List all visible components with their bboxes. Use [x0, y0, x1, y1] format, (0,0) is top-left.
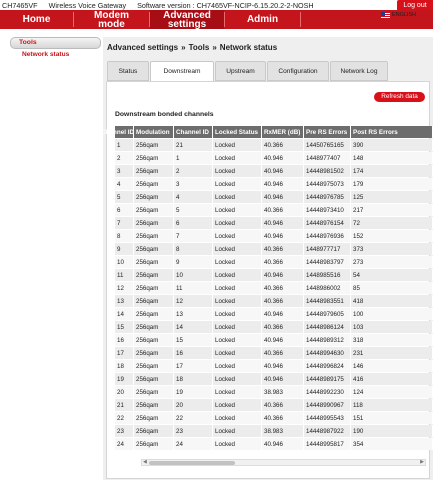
table-cell: 14448986124: [304, 321, 351, 333]
table-cell: 20: [115, 386, 134, 398]
table-row: [115, 438, 433, 450]
table-cell: 40.946: [262, 373, 304, 385]
table-cell: 152: [351, 230, 433, 242]
table-cell: 40.946: [262, 360, 304, 372]
table-cell: 54: [351, 269, 433, 281]
table-cell: 14448979605: [304, 308, 351, 320]
table-cell: Locked: [213, 204, 262, 216]
section-title: Downstream bonded channels: [115, 111, 214, 118]
tab-content: [101, 81, 430, 479]
table-cell: Locked: [213, 295, 262, 307]
table-cell: 40.946: [262, 152, 304, 164]
table-row: [115, 230, 433, 242]
nav-admin-label: Admin: [246, 14, 279, 25]
table-cell: 1: [174, 152, 213, 164]
logout-button[interactable]: Log out: [397, 0, 433, 11]
column-header: Channel ID: [115, 126, 134, 138]
table-row: [115, 295, 433, 307]
table-row: [115, 204, 433, 216]
table-cell: 14448995543: [304, 412, 351, 424]
table-cell: 8: [174, 243, 213, 255]
table-cell: 40.366: [262, 412, 304, 424]
table-cell: 256qam: [134, 256, 174, 268]
table-cell: 40.946: [262, 438, 304, 450]
column-header: Modulation: [134, 126, 174, 138]
main-nav: [0, 10, 433, 29]
table-cell: Locked: [213, 425, 262, 437]
table-cell: 11: [115, 269, 134, 281]
table-cell: 256qam: [134, 230, 174, 242]
scroll-right-icon[interactable]: ▶: [420, 459, 424, 465]
table-cell: 40.946: [262, 334, 304, 346]
breadcrumb-network-status: Network status: [219, 43, 278, 52]
table-cell: 256qam: [134, 217, 174, 229]
table-cell: 40.366: [262, 139, 304, 151]
table-cell: 124: [351, 386, 433, 398]
column-header: Locked Status: [213, 126, 262, 138]
breadcrumb: [107, 43, 277, 52]
refresh-data-button[interactable]: Refresh data: [374, 92, 425, 102]
table-cell: 256qam: [134, 334, 174, 346]
table-cell: 179: [351, 178, 433, 190]
table-row: [115, 412, 433, 424]
sidebar: [10, 37, 101, 58]
table-cell: 40.946: [262, 308, 304, 320]
table-cell: 256qam: [134, 295, 174, 307]
table-row: [115, 269, 433, 281]
table-cell: 14448994630: [304, 347, 351, 359]
tab-bar: [107, 61, 429, 81]
downstream-table-container[interactable]: [101, 125, 427, 461]
table-cell: 4: [115, 178, 134, 190]
table-cell: 256qam: [134, 373, 174, 385]
table-cell: 7: [115, 217, 134, 229]
nav-modem-mode-label-1: Modem: [94, 9, 129, 21]
table-cell: Locked: [213, 165, 262, 177]
table-cell: 2: [174, 165, 213, 177]
nav-home[interactable]: [0, 10, 73, 29]
table-cell: 12: [115, 282, 134, 294]
nav-divider: [300, 12, 301, 27]
table-cell: 256qam: [134, 321, 174, 333]
table-cell: 18: [115, 360, 134, 372]
table-cell: 17: [174, 360, 213, 372]
column-header: RxMER (dB): [262, 126, 304, 138]
table-cell: Locked: [213, 269, 262, 281]
table-cell: 40.366: [262, 399, 304, 411]
table-cell: Locked: [213, 412, 262, 424]
table-row: [115, 256, 433, 268]
table-cell: 40.366: [262, 243, 304, 255]
table-cell: Locked: [213, 399, 262, 411]
table-cell: Locked: [213, 217, 262, 229]
tab-downstream[interactable]: Downstream: [150, 61, 214, 82]
tab-network-log[interactable]: Network Log: [330, 61, 388, 81]
table-cell: 14448989175: [304, 373, 351, 385]
table-cell: 40.366: [262, 347, 304, 359]
table-cell: 1448977717: [304, 243, 351, 255]
table-cell: Locked: [213, 230, 262, 242]
breadcrumb-tools[interactable]: Tools: [188, 43, 210, 52]
table-cell: 14448975073: [304, 178, 351, 190]
table-cell: Locked: [213, 360, 262, 372]
table-cell: 21: [115, 399, 134, 411]
table-cell: 3: [174, 178, 213, 190]
table-cell: 14448983797: [304, 256, 351, 268]
tab-status[interactable]: Status: [107, 61, 149, 81]
table-cell: 256qam: [134, 165, 174, 177]
table-cell: 151: [351, 412, 433, 424]
table-cell: 256qam: [134, 178, 174, 190]
table-cell: 14448983551: [304, 295, 351, 307]
table-row: [115, 217, 433, 229]
table-cell: 14448981502: [304, 165, 351, 177]
software-version: Software version : CH7465VF-NCIP-6.15.20.2-2-NOSH: [137, 1, 314, 10]
nav-modem-mode[interactable]: [74, 10, 149, 29]
table-cell: 14450765165: [304, 139, 351, 151]
column-header: Post RS Errors: [351, 126, 433, 138]
table-cell: 256qam: [134, 152, 174, 164]
breadcrumb-advanced-settings[interactable]: Advanced settings: [107, 43, 179, 52]
sidebar-item-network-status[interactable]: Network status: [22, 51, 70, 58]
table-cell: 256qam: [134, 386, 174, 398]
table-cell: 14: [174, 321, 213, 333]
table-cell: 6: [115, 204, 134, 216]
table-row: [115, 360, 433, 372]
nav-advanced-settings[interactable]: [150, 10, 224, 29]
table-cell: 256qam: [134, 347, 174, 359]
nav-advanced-label-2: settings: [167, 18, 207, 30]
table-cell: 10: [115, 256, 134, 268]
table-cell: 40.946: [262, 165, 304, 177]
table-cell: 19: [174, 386, 213, 398]
table-cell: 11: [174, 282, 213, 294]
table-cell: 40.366: [262, 282, 304, 294]
scrollbar-thumb[interactable]: [149, 461, 235, 465]
table-cell: Locked: [213, 373, 262, 385]
nav-modem-mode-label-2: mode: [98, 18, 125, 30]
table-cell: 231: [351, 347, 433, 359]
table-cell: 5: [115, 191, 134, 203]
table-cell: 256qam: [134, 360, 174, 372]
table-cell: Locked: [213, 139, 262, 151]
table-cell: 1448977407: [304, 152, 351, 164]
table-row: [115, 399, 433, 411]
table-cell: 14448990967: [304, 399, 351, 411]
model-name: CH7465VF: [2, 1, 38, 10]
table-cell: Locked: [213, 386, 262, 398]
table-cell: 125: [351, 191, 433, 203]
table-cell: 14448995817: [304, 438, 351, 450]
table-cell: 10: [174, 269, 213, 281]
table-cell: Locked: [213, 347, 262, 359]
table-row: [115, 373, 433, 385]
table-cell: 273: [351, 256, 433, 268]
table-cell: 40.366: [262, 295, 304, 307]
table-cell: 4: [174, 191, 213, 203]
table-cell: 217: [351, 204, 433, 216]
table-cell: Locked: [213, 152, 262, 164]
table-header-row: [115, 126, 433, 138]
table-cell: 256qam: [134, 308, 174, 320]
table-cell: 5: [174, 204, 213, 216]
table-cell: 3: [115, 165, 134, 177]
table-cell: 24: [115, 438, 134, 450]
table-cell: 15: [174, 334, 213, 346]
table-cell: 20: [174, 399, 213, 411]
table-cell: 256qam: [134, 191, 174, 203]
table-cell: 1448986002: [304, 282, 351, 294]
table-cell: 40.946: [262, 217, 304, 229]
table-cell: 256qam: [134, 269, 174, 281]
table-cell: 190: [351, 425, 433, 437]
nav-admin[interactable]: [225, 10, 300, 29]
tab-upstream[interactable]: Upstream: [215, 61, 266, 81]
table-cell: 390: [351, 139, 433, 151]
table-cell: 14448976936: [304, 230, 351, 242]
table-cell: Locked: [213, 321, 262, 333]
table-row: [115, 347, 433, 359]
table-row: [115, 321, 433, 333]
table-cell: 14: [115, 308, 134, 320]
table-cell: 373: [351, 243, 433, 255]
main-panel: [103, 37, 433, 480]
table-row: [115, 386, 433, 398]
table-cell: 13: [115, 295, 134, 307]
table-cell: 256qam: [134, 399, 174, 411]
table-cell: 256qam: [134, 438, 174, 450]
table-cell: 23: [174, 425, 213, 437]
table-cell: 118: [351, 399, 433, 411]
table-cell: Locked: [213, 282, 262, 294]
breadcrumb-separator: »: [181, 43, 186, 52]
table-cell: 14448973410: [304, 204, 351, 216]
table-cell: 416: [351, 373, 433, 385]
table-cell: 1: [115, 139, 134, 151]
table-row: [115, 308, 433, 320]
table-cell: Locked: [213, 243, 262, 255]
gateway-name: Wireless Voice Gateway: [48, 1, 127, 10]
column-header: Channel ID: [174, 126, 213, 138]
table-cell: 40.366: [262, 256, 304, 268]
table-cell: 40.946: [262, 230, 304, 242]
table-cell: 40.946: [262, 191, 304, 203]
table-cell: 9: [174, 256, 213, 268]
table-cell: 6: [174, 217, 213, 229]
table-cell: 146: [351, 360, 433, 372]
table-cell: Locked: [213, 256, 262, 268]
table-cell: 14448976785: [304, 191, 351, 203]
table-cell: 40.946: [262, 178, 304, 190]
sidebar-item-tools[interactable]: Tools: [10, 37, 101, 49]
table-cell: 256qam: [134, 282, 174, 294]
tab-configuration[interactable]: Configuration: [267, 61, 329, 81]
top-info-bar: [0, 0, 433, 10]
nav-home-label: Home: [22, 14, 51, 25]
device-info: [2, 1, 323, 10]
table-row: [115, 178, 433, 190]
table-cell: Locked: [213, 438, 262, 450]
table-row: [115, 139, 433, 151]
table-row: [115, 334, 433, 346]
table-cell: 13: [174, 308, 213, 320]
table-cell: Locked: [213, 308, 262, 320]
table-row: [115, 165, 433, 177]
table-cell: 14448976154: [304, 217, 351, 229]
table-cell: 40.366: [262, 321, 304, 333]
table-cell: 40.366: [262, 204, 304, 216]
table-cell: 18: [174, 373, 213, 385]
table-cell: 14448989312: [304, 334, 351, 346]
language-selector[interactable]: [381, 12, 416, 18]
nav-advanced-label-1: Advanced: [163, 9, 211, 21]
table-cell: 15: [115, 321, 134, 333]
table-cell: Locked: [213, 334, 262, 346]
table-cell: 72: [351, 217, 433, 229]
table-row: [115, 243, 433, 255]
table-cell: 16: [174, 347, 213, 359]
table-cell: 14448992230: [304, 386, 351, 398]
table-cell: 7: [174, 230, 213, 242]
table-cell: Locked: [213, 191, 262, 203]
scroll-left-icon[interactable]: ◀: [143, 459, 147, 465]
table-cell: 256qam: [134, 243, 174, 255]
table-cell: 148: [351, 152, 433, 164]
table-cell: 256qam: [134, 412, 174, 424]
table-row: [115, 282, 433, 294]
table-cell: 256qam: [134, 139, 174, 151]
table-cell: 23: [115, 425, 134, 437]
table-cell: 22: [115, 412, 134, 424]
table-cell: 22: [174, 412, 213, 424]
table-cell: Locked: [213, 178, 262, 190]
table-cell: 38.983: [262, 425, 304, 437]
table-cell: 9: [115, 243, 134, 255]
table-row: [115, 191, 433, 203]
table-cell: 1448985516: [304, 269, 351, 281]
table-cell: 38.983: [262, 386, 304, 398]
table-cell: 100: [351, 308, 433, 320]
table-cell: 17: [115, 347, 134, 359]
table-cell: 318: [351, 334, 433, 346]
table-cell: 103: [351, 321, 433, 333]
table-cell: 8: [115, 230, 134, 242]
table-cell: 174: [351, 165, 433, 177]
table-cell: 85: [351, 282, 433, 294]
table-cell: 418: [351, 295, 433, 307]
table-cell: 16: [115, 334, 134, 346]
table-row: [115, 425, 433, 437]
table-cell: 14448987922: [304, 425, 351, 437]
table-cell: 21: [174, 139, 213, 151]
breadcrumb-separator: »: [212, 43, 217, 52]
table-cell: 14448996824: [304, 360, 351, 372]
language-label: ENGLISH: [392, 12, 417, 18]
uk-flag-icon: [381, 12, 390, 18]
table-cell: 256qam: [134, 204, 174, 216]
horizontal-scrollbar[interactable]: [141, 459, 426, 466]
table-cell: 354: [351, 438, 433, 450]
table-cell: 2: [115, 152, 134, 164]
table-cell: 19: [115, 373, 134, 385]
table-cell: 12: [174, 295, 213, 307]
table-cell: 40.946: [262, 269, 304, 281]
table-cell: 24: [174, 438, 213, 450]
table-cell: 256qam: [134, 425, 174, 437]
table-row: [115, 152, 433, 164]
column-header: Pre RS Errors: [304, 126, 351, 138]
downstream-table: [101, 125, 433, 451]
